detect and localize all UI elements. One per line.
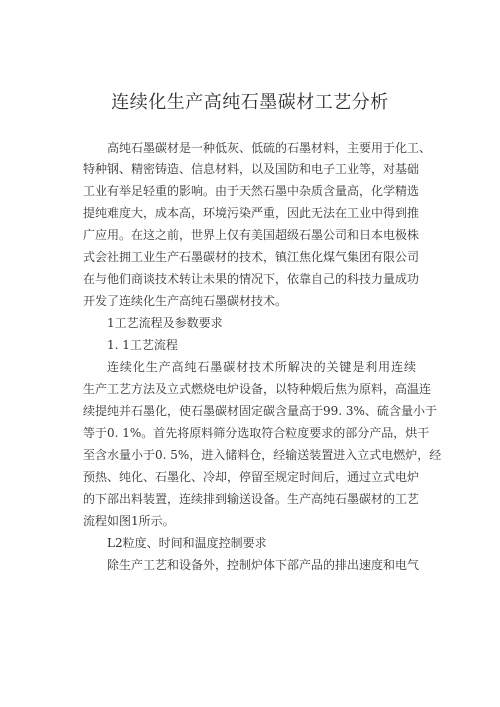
paragraph-1-line: 在与他们商谈技术转让未果的情况下，依靠自己的科技力量成功: [83, 272, 420, 286]
document-title: 连续化生产高纯石墨碳材工艺分析: [111, 92, 389, 113]
paragraph-1-line: 式会社拥工业生产石墨碳材的技术，镇江焦化煤气集团有限公司: [83, 250, 420, 264]
section-heading-1-2: L2粒度、时间和温度控制要求: [107, 536, 267, 550]
paragraph-2-line: 连续化生产高纯石墨碳材技术所解决的关键是利用连续: [107, 360, 416, 374]
paragraph-1-line: 特种钢、精密铸造、信息材料，以及国防和电子工业等，对基础: [83, 162, 420, 176]
paragraph-2-line: 流程如图1所示。: [83, 514, 175, 528]
paragraph-2-line: 续提纯并石墨化，使石墨碳材固定碳含量高于99. 3%、硫含量小于: [83, 404, 437, 418]
paragraph-3-line: 除生产工艺和设备外，控制炉体下部产品的排出速度和电气: [107, 558, 420, 572]
paragraph-2-line: 等于0. 1%。首先将原料筛分选取符合粒度要求的部分产品，烘干: [83, 426, 430, 440]
paragraph-1-line: 开发了连续化生产高纯石墨碳材技术。: [83, 294, 288, 308]
paragraph-2-line: 至含水量小于0. 5%，进入储料仓，经输送装置进入立式电燃炉，经: [83, 448, 442, 462]
paragraph-2-line: 的下部出料装置，连续排到输送设备。生产高纯石墨碳材的工艺: [83, 492, 420, 506]
paragraph-2-line: 生产工艺方法及立式燃烧电炉设备，以特种煅后焦为原料，高温连: [83, 382, 432, 396]
paragraph-2-line: 预热、纯化、石墨化、冷却，停留至规定时间后，通过立式电炉: [83, 470, 420, 484]
paragraph-1-line: 高纯石墨碳材是一种低灰、低硫的石墨材料，主要用于化工、: [107, 141, 432, 155]
paragraph-1-line: 提纯难度大，成本高，环境污染严重，因此无法在工业中得到推: [83, 206, 420, 220]
paragraph-1-line: 广应用。在这之前，世界上仅有美国超级石墨公司和日本电极株: [83, 228, 420, 242]
section-heading-1: 1工艺流程及参数要求: [107, 316, 223, 330]
paragraph-1-line: 工业有举足轻重的影响。由于天然石墨中杂质含量高，化学精选: [83, 184, 420, 198]
section-heading-1-1: 1. 1工艺流程: [107, 338, 178, 352]
